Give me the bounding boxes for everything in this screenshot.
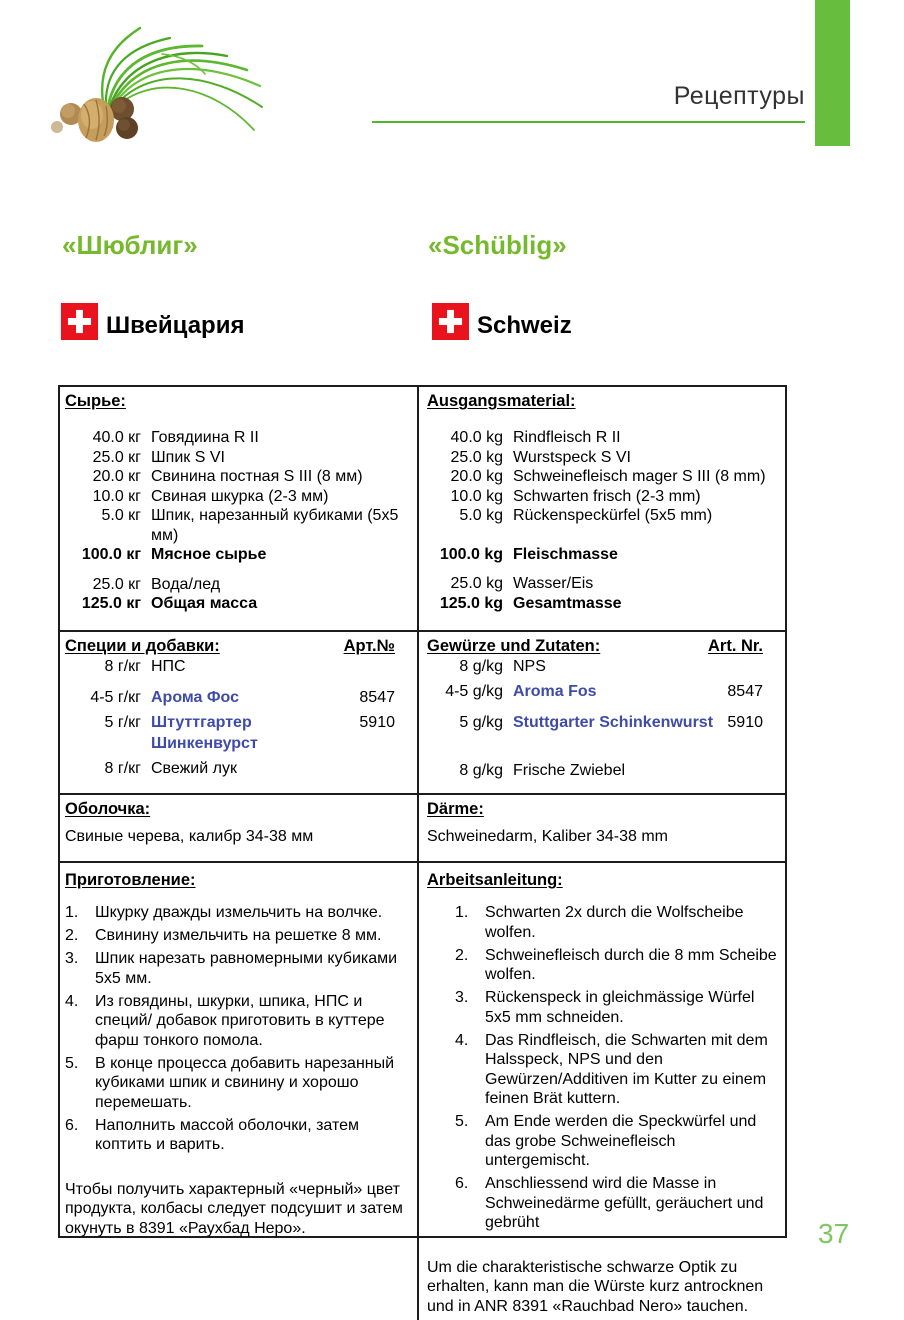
ingredient-row bbox=[427, 506, 779, 526]
ingredient-qty: 40.0 кг bbox=[92, 429, 141, 446]
ingredient-qty: 10.0 кг bbox=[92, 487, 141, 505]
spice-qty: 4-5 g/kg bbox=[445, 683, 503, 700]
step-number: 3. bbox=[65, 950, 79, 967]
step-text: Шкурку дважды измельчить на волчке. bbox=[95, 904, 383, 921]
ingredient-name: Свинина постная S III (8 мм) bbox=[151, 468, 363, 485]
step-text: Шпик нарезать равномерными кубиками 5х5 мм. bbox=[95, 950, 398, 987]
ingredient-name: Говядиина R II bbox=[151, 429, 259, 446]
ingredient-row bbox=[65, 594, 411, 614]
step-item bbox=[455, 988, 779, 1027]
ingredient-qty: 40.0 kg bbox=[450, 429, 503, 446]
step-text: Свинину измельчить на решетке 8 мм. bbox=[95, 927, 382, 944]
ingredient-qty: 20.0 кг bbox=[92, 468, 141, 485]
spice-list-de bbox=[427, 656, 779, 781]
recipe-table bbox=[58, 385, 787, 1315]
raw-materials-cell-ru bbox=[60, 387, 419, 632]
step-item bbox=[455, 1031, 779, 1109]
step-item bbox=[65, 992, 411, 1051]
step-number: 1. bbox=[65, 904, 79, 921]
spices-header-ru bbox=[65, 637, 411, 656]
ingredient-row bbox=[65, 545, 411, 565]
step-number: 3. bbox=[455, 989, 469, 1006]
country-row-de bbox=[432, 303, 572, 340]
casing-heading-de: Därme: bbox=[427, 800, 484, 818]
ingredient-name: Gesamtmasse bbox=[513, 594, 622, 612]
raw-heading-ru: Сырье: bbox=[65, 392, 126, 410]
ingredient-name: Wurstspeck S VI bbox=[513, 448, 631, 466]
spice-row bbox=[65, 712, 411, 754]
ingredient-name: Шпик S VI bbox=[151, 448, 225, 466]
spices-heading-de: Gewürze und Zutaten: bbox=[427, 637, 601, 655]
spice-qty: 8 g/kg bbox=[459, 658, 503, 675]
preparation-cell-de bbox=[419, 863, 785, 1320]
spice-art-number: 8547 bbox=[727, 683, 763, 700]
spice-name: Stuttgarter Schinkenwurst bbox=[513, 714, 714, 731]
section-title: Рецептуры bbox=[673, 82, 805, 110]
ingredient-row bbox=[427, 467, 779, 487]
prep-steps-de bbox=[427, 903, 779, 1233]
raw-heading-de: Ausgangsmaterial: bbox=[427, 392, 576, 410]
step-number: 4. bbox=[455, 1031, 469, 1049]
recipe-title-ru: «Шюблиг» bbox=[62, 230, 198, 260]
step-text: Наполнить массой оболочки, затем коптить и варить. bbox=[95, 1116, 360, 1153]
recipe-title-de: «Schüblig» bbox=[428, 230, 567, 260]
step-number: 2. bbox=[65, 927, 79, 944]
step-item bbox=[65, 903, 411, 923]
ingredient-row bbox=[427, 545, 779, 565]
ingredient-name: Fleischmasse bbox=[513, 545, 618, 563]
ingredient-qty: 125.0 кг bbox=[81, 595, 141, 612]
spice-art-number: 5910 bbox=[359, 714, 395, 731]
step-number: 1. bbox=[455, 904, 469, 921]
step-number: 6. bbox=[65, 1116, 79, 1134]
step-number: 4. bbox=[65, 992, 79, 1010]
step-number: 5. bbox=[455, 1113, 469, 1130]
spice-row bbox=[65, 758, 411, 779]
spice-name: Штуттгартер Шинкенвурст bbox=[151, 714, 258, 752]
ingredient-name: Rückenspeckürfel (5x5 mm) bbox=[513, 507, 713, 524]
ingredient-row bbox=[65, 467, 411, 487]
spice-name: NPS bbox=[513, 658, 546, 675]
spice-art-number bbox=[323, 656, 411, 677]
ingredient-name: Вода/лед bbox=[151, 575, 221, 593]
spice-name: Арома Фос bbox=[151, 689, 239, 706]
spice-art-number bbox=[725, 656, 779, 677]
ingredient-name: Общая масса bbox=[151, 595, 258, 612]
spices-cell-ru bbox=[60, 632, 419, 795]
casing-heading-ru: Оболочка: bbox=[65, 800, 151, 818]
casing-text-ru: Свиные черева, калибр 34-38 мм bbox=[65, 828, 314, 845]
ingredient-row bbox=[427, 574, 779, 594]
casing-text-de: Schweinedarm, Kaliber 34-38 mm bbox=[427, 828, 668, 845]
ingredient-name: Schwarten frisch (2-3 mm) bbox=[513, 487, 701, 505]
casing-cell-de bbox=[419, 795, 785, 863]
prep-heading-ru: Приготовление: bbox=[65, 871, 196, 889]
ingredient-name: Свиная шкурка (2-3 мм) bbox=[151, 487, 329, 505]
spice-list-ru bbox=[65, 656, 411, 779]
art-number-label-de: Art. Nr. bbox=[707, 637, 763, 655]
spice-row bbox=[65, 687, 411, 708]
spice-row bbox=[427, 656, 779, 677]
spice-name: Frische Zwiebel bbox=[513, 762, 626, 779]
spice-name: Aroma Fos bbox=[513, 683, 597, 700]
step-item bbox=[65, 1116, 411, 1155]
ingredient-name: Schweinefleisch mager S III (8 mm) bbox=[513, 468, 766, 485]
ingredient-name: Мясное сырье bbox=[151, 546, 267, 563]
step-item bbox=[455, 903, 779, 942]
ingredient-qty: 5.0 kg bbox=[459, 507, 503, 524]
spice-art-number: 8547 bbox=[359, 689, 395, 706]
spice-art-number bbox=[725, 760, 779, 781]
nutmeg-chives-illustration bbox=[42, 12, 267, 147]
spice-name: Свежий лук bbox=[151, 760, 237, 777]
ingredient-list-ru bbox=[65, 428, 411, 614]
ingredient-name: Rindfleisch R II bbox=[513, 429, 621, 446]
prep-note-de: Um die charakteristische schwarze Optik zu erhalten, kann man die Würste kurz antrocknen und in ANR 8391 «Rauchbad Nero» tauchen. bbox=[427, 1258, 764, 1315]
ingredient-qty: 5.0 кг bbox=[101, 507, 141, 524]
ingredient-qty: 25.0 кг bbox=[92, 448, 141, 466]
step-item bbox=[455, 1112, 779, 1171]
step-number: 6. bbox=[455, 1175, 469, 1192]
ingredient-row bbox=[427, 487, 779, 507]
ingredient-qty: 25.0 kg bbox=[450, 575, 503, 592]
spice-row bbox=[427, 760, 779, 781]
swiss-flag-icon bbox=[61, 303, 98, 340]
ingredient-row bbox=[65, 487, 411, 507]
spices-heading-ru: Специи и добавки: bbox=[65, 637, 220, 655]
spice-row bbox=[427, 712, 779, 733]
ingredient-row bbox=[65, 448, 411, 468]
raw-materials-cell-de bbox=[419, 387, 785, 632]
prep-note-ru: Чтобы получить характерный «черный» цвет продукта, колбасы следует подсушит и затем окунуть в 8391 «Раухбад Неро». bbox=[65, 1180, 403, 1237]
step-text: Anschliessend wird die Masse in Schweinedärme gefüllt, geräuchert und gebrüht bbox=[485, 1175, 764, 1231]
step-text: Rückenspeck in gleichmässige Würfel 5x5 mm schneiden. bbox=[485, 989, 755, 1026]
step-number: 2. bbox=[455, 946, 469, 964]
step-text: Из говядины, шкурки, шпика, НПС и специй/ добавок приготовить в куттере фарш тонкого помола. bbox=[95, 992, 385, 1049]
preparation-cell-ru bbox=[60, 863, 419, 1320]
country-row-ru bbox=[61, 303, 244, 340]
ingredient-qty: 125.0 kg bbox=[439, 594, 503, 612]
step-text: Schwarten 2x durch die Wolfscheibe wolfen. bbox=[485, 904, 744, 941]
ingredient-row bbox=[65, 428, 411, 448]
ingredient-row bbox=[427, 594, 779, 614]
spice-art-number: 5910 bbox=[727, 714, 763, 731]
step-number: 5. bbox=[65, 1054, 79, 1072]
ingredient-row bbox=[427, 448, 779, 468]
spice-qty: 5 г/кг bbox=[104, 714, 141, 731]
ingredient-qty: 25.0 кг bbox=[92, 575, 141, 593]
step-item bbox=[65, 926, 411, 946]
spice-row bbox=[65, 656, 411, 677]
step-text: Das Rindfleisch, die Schwarten mit dem Halsspeck, NPS und den Gewürzen/Additiven im Kutter zu einem feinen Brät kuttern. bbox=[485, 1031, 768, 1107]
swiss-flag-icon bbox=[432, 303, 469, 340]
step-text: Am Ende werden die Speckwürfel und das grobe Schweinefleisch untergemischt. bbox=[485, 1113, 757, 1169]
spice-qty: 8 g/kg bbox=[459, 762, 503, 779]
step-item bbox=[65, 1054, 411, 1113]
spice-qty: 5 g/kg bbox=[459, 714, 503, 731]
prep-heading-de: Arbeitsanleitung: bbox=[427, 871, 563, 889]
art-number-label-ru: Арт.№ bbox=[343, 637, 395, 655]
step-item bbox=[65, 949, 411, 988]
spice-name: НПС bbox=[151, 658, 186, 675]
ingredient-qty: 10.0 kg bbox=[450, 487, 503, 505]
ingredient-qty: 100.0 kg bbox=[439, 545, 503, 563]
casing-cell-ru bbox=[60, 795, 419, 863]
spice-qty: 4-5 г/кг bbox=[90, 689, 141, 706]
spices-cell-de bbox=[419, 632, 785, 795]
country-name-ru: Швейцария bbox=[106, 312, 245, 339]
prep-steps-ru bbox=[65, 903, 411, 1155]
spice-art-number bbox=[323, 758, 411, 779]
ingredient-name: Шпик, нарезанный кубиками (5х5 мм) bbox=[151, 507, 399, 544]
ingredient-qty: 20.0 kg bbox=[450, 468, 503, 485]
page-number: 37 bbox=[818, 1218, 850, 1249]
ingredient-row bbox=[65, 506, 411, 545]
ingredient-row bbox=[427, 428, 779, 448]
spices-header-de bbox=[427, 637, 779, 656]
step-item bbox=[455, 1174, 779, 1233]
ingredient-list-de bbox=[427, 428, 779, 613]
header-underline bbox=[372, 121, 805, 123]
country-name-de: Schweiz bbox=[477, 312, 572, 339]
spice-qty: 8 г/кг bbox=[104, 658, 141, 675]
ingredient-name: Wasser/Eis bbox=[513, 575, 594, 592]
ingredient-row bbox=[65, 575, 411, 595]
spice-qty: 8 г/кг bbox=[104, 760, 141, 777]
page-accent-bar bbox=[815, 0, 850, 146]
step-text: В конце процесса добавить нарезанный кубиками шпик и свинину и хорошо перемешать. bbox=[95, 1054, 395, 1111]
spice-row bbox=[427, 681, 779, 702]
ingredient-qty: 100.0 кг bbox=[81, 546, 141, 563]
step-text: Schweinefleisch durch die 8 mm Scheibe wolfen. bbox=[485, 946, 777, 983]
step-item bbox=[455, 946, 779, 985]
ingredient-qty: 25.0 kg bbox=[450, 448, 503, 466]
